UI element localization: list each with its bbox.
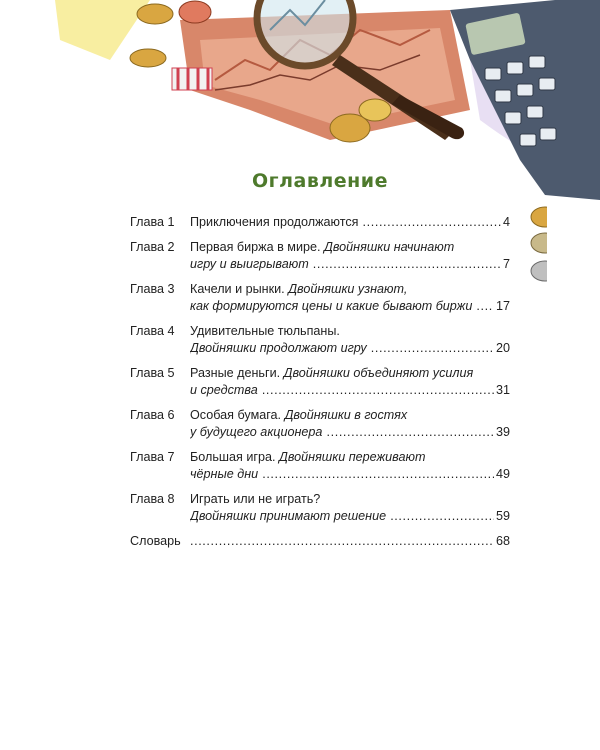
chapter-subtitle: Двойняшки переживают	[278, 450, 426, 464]
chapter-subtitle: Двойняшки продолжают игру	[190, 341, 367, 355]
ribbon-icon	[172, 68, 212, 90]
toc-entry[interactable]	[130, 239, 510, 273]
toc-entry-dictionary[interactable]	[130, 533, 510, 550]
page-number: 17	[495, 299, 510, 313]
chapter-label: Глава 6	[130, 408, 175, 422]
toc-entry[interactable]	[130, 407, 510, 441]
page-number: 20	[495, 341, 510, 355]
toc-entry[interactable]	[130, 281, 510, 315]
toc-entry[interactable]	[130, 449, 510, 483]
page-title: Оглавление	[252, 170, 388, 192]
page-number: 31	[495, 383, 510, 397]
chapter-label: Глава 5	[130, 366, 175, 380]
chapter-label: Глава 4	[130, 324, 175, 338]
page-number: 49	[495, 467, 510, 481]
chapter-subtitle: Двойняшки узнают,	[288, 282, 408, 296]
chapter-title: Удивительные тюльпаны.	[190, 324, 340, 338]
page-number: 59	[495, 509, 510, 523]
chapter-title: Особая бумага.	[190, 408, 285, 422]
chapter-subtitle: как формируются цены и какие бывают биржи	[190, 299, 473, 313]
toc-entry[interactable]	[130, 214, 510, 231]
side-coins-icon	[527, 205, 547, 285]
chapter-subtitle: Двойняшки в гостях	[284, 408, 408, 422]
chapter-label: Глава 8	[130, 492, 175, 506]
toc-entry[interactable]	[130, 323, 510, 357]
chapter-title: Качели и рынки.	[190, 282, 289, 296]
page-number: 7	[502, 257, 510, 271]
chapter-title: Приключения продолжаются	[190, 215, 359, 229]
chapter-title: Большая игра.	[190, 450, 279, 464]
table-of-contents	[130, 214, 510, 558]
page-number: 68	[495, 534, 510, 548]
chapter-subtitle: Двойняшки начинают	[324, 240, 455, 254]
chapter-title: Разные деньги.	[190, 366, 284, 380]
chapter-subtitle: Двойняшки принимают решение	[190, 509, 387, 523]
dictionary-label: Словарь	[130, 534, 181, 548]
chapter-subtitle: Двойняшки объединяют усилия	[283, 366, 474, 380]
chapter-label: Глава 2	[130, 240, 175, 254]
chapter-label: Глава 1	[130, 215, 175, 229]
chapter-label: Глава 7	[130, 450, 175, 464]
toc-entry[interactable]	[130, 491, 510, 525]
chapter-subtitle: у будущего акционера	[190, 425, 323, 439]
chapter-title: Играть или не играть?	[190, 492, 321, 506]
chapter-label: Глава 3	[130, 282, 175, 296]
chapter-subtitle: игру и выигрывают	[190, 257, 309, 271]
chapter-subtitle: чёрные дни	[190, 467, 259, 481]
page-number: 4	[502, 215, 510, 229]
page-number: 39	[495, 425, 510, 439]
chapter-title: Первая биржа в мире.	[190, 240, 324, 254]
toc-entry[interactable]	[130, 365, 510, 399]
chapter-subtitle: и средства	[190, 383, 258, 397]
